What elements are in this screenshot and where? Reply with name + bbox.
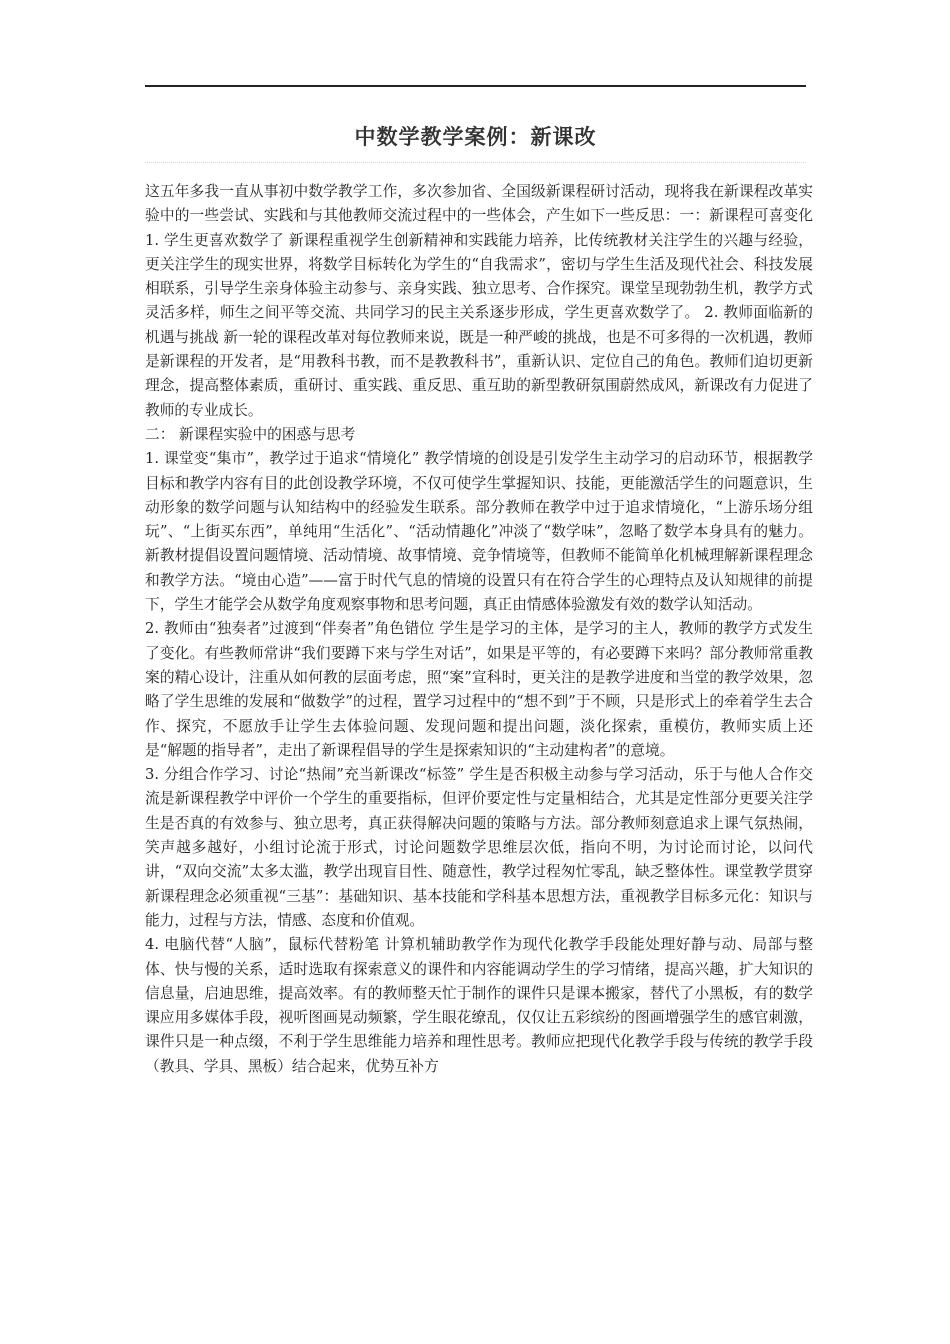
document-title: 中数学教学案例：新课改: [354, 125, 597, 149]
section-heading-2: 二： 新课程实验中的困惑与思考: [145, 425, 356, 443]
paragraph-intro: 这五年多我一直从事初中数学教学工作，多次参加省、全国级新课程研讨活动，现将我在新课程改革实验中的一些尝试、实践和与其他教师交流过程中的一些体会，产生如下一些反思：一：新课程可喜变化 1. 学生更喜欢数学了 新课程重视学生创新精神和实践能力培养，比传统教材关注学生的兴趣与经验，更关注学生的现实世界，将数学目标转化为学生的“自我需求”，密切与学生生活及现代社会、科技发展相联系，引导学生亲身体验主动参与、亲身实践、独立思考、合作探究。课堂呈现勃勃生机，教学方式灵活多样，师生之间平等交流、共同学习的民主关系逐步形成，学生更喜欢数学了。 2. 教师面临新的机遇与挑战 新一轮的课程改革对每位教师来说，既是一种严峻的挑战，也是不可多得的一次机遇，教师是新课程的开发者，是“用教科书教，而不是教教科书”，重新认识、定位自己的角色。教师们迫切更新理念，提高整体素质，重研讨、重实践、重反思、重互助的新型教研氛围蔚然成风，新课改有力促进了教师的专业成长。: [145, 183, 813, 419]
paragraph-point-2: 2. 教师由“独奏者”过渡到“伴奏者”角色错位 学生是学习的主体，是学习的主人，教师的教学方式发生了变化。有些教师常讲“我们要蹲下来与学生对话”，如果是平等的，有必要蹲下来吗？部分教师常重教案的精心设计，注重从如何教的层面考虑，照“案”宣科时，更关注的是教学进度和当堂的教学效果，忽略了学生思维的发展和“做数学”的过程，置学习过程中的“想不到”于不顾，只是形式上的牵着学生去合作、探究，不愿放手让学生去体验问题、发现问题和提出问题，淡化探索，重模仿，教师实质上还是“解题的指导者”，走出了新课程倡导的学生是探索知识的“主动建构者”的意境。: [145, 620, 813, 759]
title-divider: [145, 162, 806, 163]
paragraph-point-4: 4. 电脑代替“人脑”，鼠标代替粉笔 计算机辅助教学作为现代化教学手段能处理好静与动、局部与整体、快与慢的关系，适时选取有探索意义的课件和内容能调动学生的学习情绪，提高兴趣，扩大知识的信息量，启迪思维，提高效率。有的教师整天忙于制作的课件只是课本搬家，替代了小黑板，有的数学课应用多媒体手段，视听图画晃动频繁，学生眼花缭乱，仅仅让五彩缤纷的图画增强学生的感官刺激，课件只是一种点缀，不利于学生思维能力培养和理性思考。教师应把现代化教学手段与传统的教学手段（教具、学具、黑板）结合起来，优势互补方: [145, 936, 813, 1075]
header-rule: [145, 85, 806, 87]
paragraph-point-3: 3. 分组合作学习、讨论“热闹”充当新课改“标签” 学生是否积极主动参与学习活动，乐于与他人合作交流是新课程教学中评价一个学生的重要指标，但评价要定性与定量相结合，尤其是定性部分更要关注学生是否真的有效参与、独立思考，真正获得解决问题的策略与方法。部分教师刻意追求上课气氛热闹，笑声越多越好，小组讨论流于形式，讨论问题数学思维层次低，指向不明，为讨论而讨论，以问代讲，“双向交流”太多太滥，教学出现盲目性、随意性，教学过程匆忙零乱，缺乏整体性。课堂教学贯穿新课程理念必须重视“三基”：基础知识、基本技能和学科基本思想方法，重视教学目标多元化：知识与能力，过程与方法，情感、态度和价值观。: [145, 766, 813, 929]
paragraph-point-1: 1. 课堂变“集市”，教学过于追求“情境化” 教学情境的创设是引发学生主动学习的启动环节，根据教学目标和教学内容有目的此创设教学环境，不仅可使学生掌握知识、技能，更能激活学生的问题意识，生动形象的数学问题与认知结构中的经验发生联系。部分教师在教学中过于追求情境化，“上游乐场分组玩”、“上街买东西”，单纯用“生活化”、“活动情趣化”冲淡了“数学味”，忽略了数学本身具有的魅力。新教材提倡设置问题情境、活动情境、故事情境、竞争情境等，但教师不能简单化机械理解新课程理念和教学方法。“境由心造”——富于时代气息的情境的设置只有在符合学生的心理特点及认知规律的前提下，学生才能学会从数学角度观察事物和思考问题，真正由情感体验激发有效的数学认知活动。: [145, 450, 813, 614]
document-body: [145, 180, 813, 1079]
